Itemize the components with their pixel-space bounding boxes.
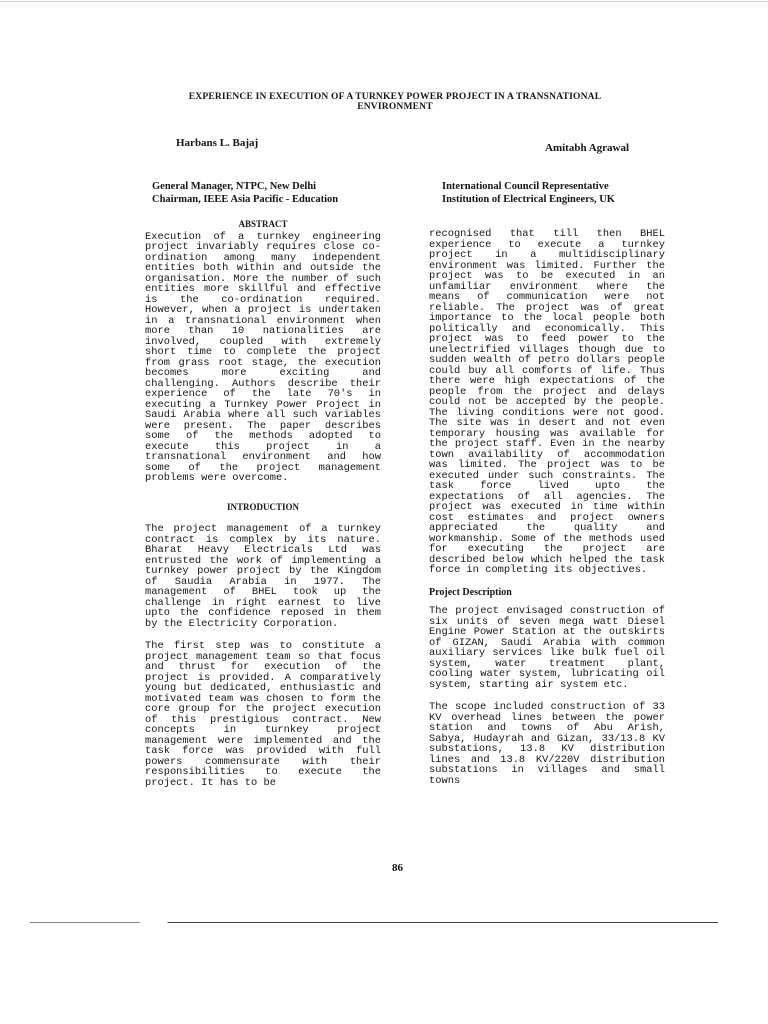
introduction-heading: INTRODUCTION — [226, 501, 299, 512]
author-right-affiliation: International Council Representative Institution of Electrical Engineers, UK — [442, 181, 615, 205]
introduction-paragraph-1: The project management of a turnkey contract is complex by its nature. Bharat Heavy Electricals Ltd was entrusted the work of implementing a turnkey power project by the Kingdom of Saudia Arabia in 1977. The management of BHEL took up the challenge in right earnest to live upto the confidence reposed in them by the Electricity Corporation. — [145, 523, 381, 630]
author-right-name: Amitabh Agrawal — [545, 142, 630, 154]
author-left-name: Harbans L. Bajaj — [176, 137, 259, 149]
top-scan-rule — [0, 1, 768, 2]
project-description-paragraph-2: The scope included construction of 33 KV overhead lines between the power station and towns of Abu Arish, Sabya, Hudayrah and Gizan, 33/13.8 KV substations, 13.8 KV distribution lines and 13.8 KV/220V distribution substations in villages and small towns — [429, 701, 665, 787]
page-number: 86 — [392, 862, 403, 874]
right-column — [429, 229, 665, 798]
author-left-affiliation: General Manager, NTPC, New Delhi Chairman, IEEE Asia Pacific - Education — [152, 181, 339, 205]
bottom-scan-rule — [30, 922, 718, 923]
continuation-paragraph: recognised that till then BHEL experience to execute a turnkey project in a multidisciplinary environment was limited. Further the project was to be executed in an unfamiliar environment where the means of communication were not reliable. The project was of great importance to the local people both politically and economically. This project was to feed power to the unelectrified villages though due to sudden wealth of petro dollars people could buy all comforts of life. Thus there were high expectations of the people from the project and delays could not be accepted by the people. The living conditions were not good. The site was in desert and not even temporary housing was available for the project staff. Even in the nearby town availability of accommodation was limited. The project was to be executed under such constraints. The task force lived upto the expectations of all agencies. The project was executed in time within cost estimates and project owners appreciated the quality and workmanship. Some of the methods used for executing the project are described below which helped the task force in completing its objectives. — [429, 228, 665, 576]
abstract-text: Execution of a turnkey engineering project invariably requires close co-ordination among many independent entities both within and outside the organisation. More the number of such entities more skillful and effective is the co-ordination required. However, when a project is undertaken in a transnational environment when more than 10 nationalities are involved, coupled with extremely short time to complete the project from grass root stage, the execution becomes more exciting and challenging. Authors describe their experience of the late 70's in executing a Turnkey Power Project in Saudi Arabia where all such variables were present. The paper describes some of the methods adopted to execute this project in a transnational environment and how some of the project management problems were overcome. — [145, 230, 381, 484]
project-description-heading: Project Description — [429, 586, 512, 598]
left-column — [145, 219, 381, 800]
project-description-paragraph-1: The project envisaged construction of six units of seven mega watt Diesel Engine Power Station at the outskirts of GIZAN, Saudi Arabia with common auxiliary services like bulk fuel oil system, water treatment plant, cooling water system, lubricating oil system, starting air system etc. — [429, 605, 665, 691]
paper-title: EXPERIENCE IN EXECUTION OF A TURNKEY POWER PROJECT IN A TRANSNATIONAL ENVIRONMENT — [188, 92, 602, 112]
abstract-heading: ABSTRACT — [238, 219, 288, 229]
introduction-paragraph-2: The first step was to constitute a project management team so that focus and thrust for execution of the project is provided. A comparatively young but dedicated, enthusiastic and motivated team was chosen to form the core group for the project execution of this prestigious contract. New concepts in turnkey project management were implemented and the task force was provided with full powers commensurate with their responsibilities to execute the project. It has to be — [145, 640, 381, 789]
